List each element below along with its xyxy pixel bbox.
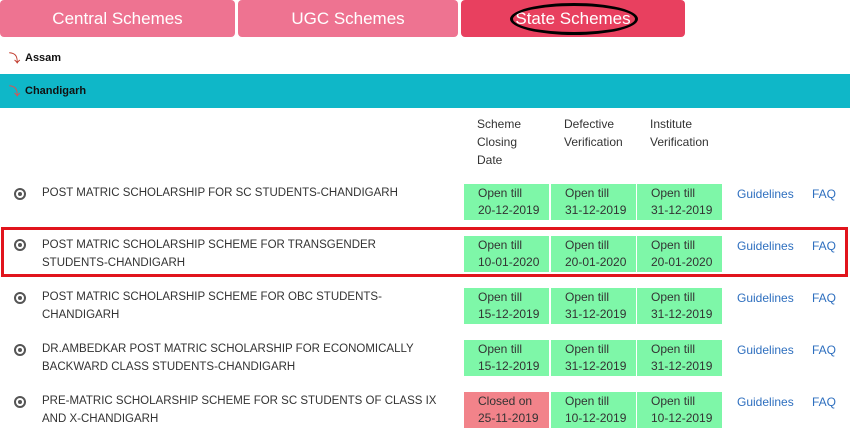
faq-link[interactable]: FAQ: [812, 395, 837, 409]
scheme-row: [0, 229, 850, 279]
tab-ugc-schemes[interactable]: UGC Schemes: [238, 0, 458, 37]
column-header-institute-verification: Institute Verification: [650, 117, 709, 149]
scheme-name: POST MATRIC SCHOLARSHIP SCHEME FOR TRANSGENDER STUDENTS-CHANDIGARH: [42, 239, 376, 269]
faq-link[interactable]: FAQ: [812, 343, 837, 357]
defective-verification-cell: Open till 10-12-2019: [551, 392, 636, 428]
faq-link[interactable]: FAQ: [812, 239, 837, 253]
state-name: Chandigarh: [25, 85, 87, 97]
guidelines-link[interactable]: Guidelines: [737, 395, 794, 409]
institute-verification-cell: Open till 31-12-2019: [637, 340, 722, 376]
radio-icon[interactable]: [14, 188, 26, 200]
state-name: Assam: [25, 52, 62, 64]
institute-verification-cell: Open till 31-12-2019: [637, 288, 722, 324]
radio-icon[interactable]: [14, 239, 26, 251]
closing-date-cell: Open till 20-12-2019: [464, 184, 549, 220]
faq-link[interactable]: FAQ: [812, 291, 837, 305]
radio-icon[interactable]: [14, 292, 26, 304]
faq-link[interactable]: FAQ: [812, 187, 837, 201]
institute-verification-cell: Open till 10-12-2019: [637, 392, 722, 428]
defective-verification-cell: Open till 20-01-2020: [551, 236, 636, 272]
guidelines-link[interactable]: Guidelines: [737, 291, 794, 305]
defective-verification-cell: Open till 31-12-2019: [551, 184, 636, 220]
tab-central-schemes[interactable]: Central Schemes: [0, 0, 235, 37]
guidelines-link[interactable]: Guidelines: [737, 187, 794, 201]
collapse-arrow-icon: ⤵: [9, 86, 20, 98]
scheme-tabs: [0, 0, 850, 37]
closing-date-cell: Open till 10-01-2020: [464, 236, 549, 272]
closing-date-cell: Open till 15-12-2019: [464, 340, 549, 376]
scheme-name: DR.AMBEDKAR POST MATRIC SCHOLARSHIP FOR ECONOMICALLY BACKWARD CLASS STUDENTS-CHANDIGARH: [42, 343, 414, 373]
radio-icon[interactable]: [14, 344, 26, 356]
guidelines-link[interactable]: Guidelines: [737, 239, 794, 253]
tab-state-schemes[interactable]: State Schemes: [461, 0, 685, 37]
closing-date-cell: Closed on 25-11-2019: [464, 392, 549, 428]
state-row-assam[interactable]: [0, 48, 850, 68]
scheme-name: POST MATRIC SCHOLARSHIP FOR SC STUDENTS-CHANDIGARH: [42, 187, 398, 199]
expand-arrow-icon: ⤵: [9, 53, 20, 65]
scheme-row: [0, 282, 850, 332]
scheme-row: [0, 334, 850, 384]
scheme-row: [0, 178, 850, 228]
defective-verification-cell: Open till 31-12-2019: [551, 288, 636, 324]
column-header-closing-date: Scheme Closing Date: [477, 117, 522, 167]
defective-verification-cell: Open till 31-12-2019: [551, 340, 636, 376]
radio-icon[interactable]: [14, 396, 26, 408]
guidelines-link[interactable]: Guidelines: [737, 343, 794, 357]
institute-verification-cell: Open till 31-12-2019: [637, 184, 722, 220]
scheme-row: [0, 386, 850, 431]
state-row-chandigarh[interactable]: [0, 74, 850, 108]
closing-date-cell: Open till 15-12-2019: [464, 288, 549, 324]
scheme-name: PRE-MATRIC SCHOLARSHIP SCHEME FOR SC STUDENTS OF CLASS IX AND X-CHANDIGARH: [42, 395, 437, 425]
column-header-defective-verification: Defective Verification: [564, 117, 623, 149]
institute-verification-cell: Open till 20-01-2020: [637, 236, 722, 272]
scheme-name: POST MATRIC SCHOLARSHIP SCHEME FOR OBC STUDENTS-CHANDIGARH: [42, 291, 382, 321]
